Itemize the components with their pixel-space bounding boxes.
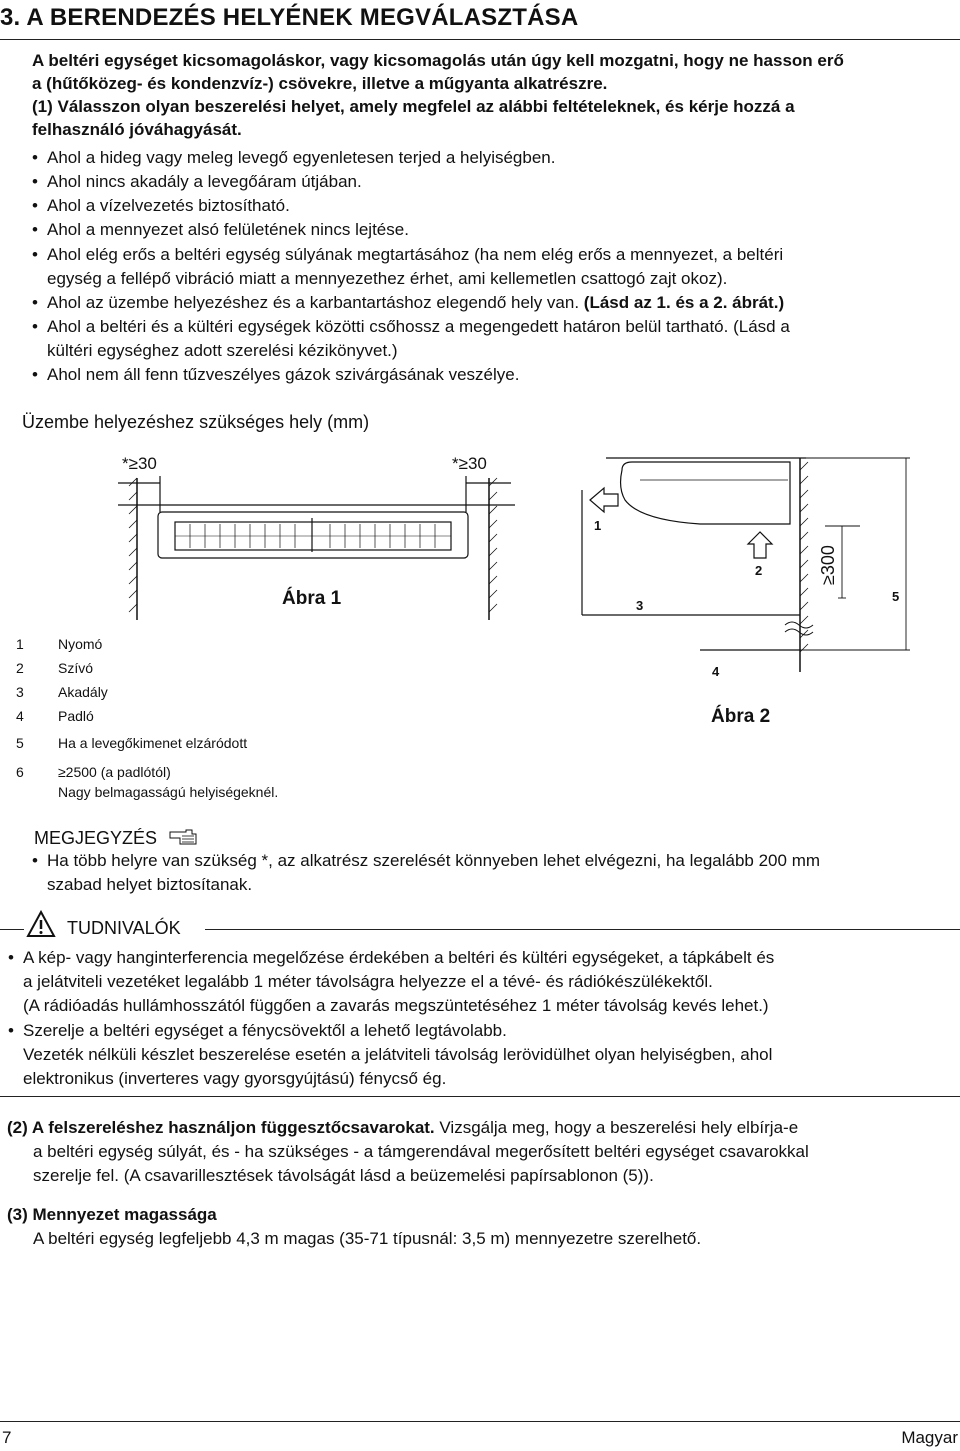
grille-louvers [190, 518, 435, 552]
fig2-label-4: 4 [712, 664, 720, 679]
legend-number: 6 [16, 764, 24, 780]
bullet-icon: • [32, 293, 38, 312]
page-title: 3. A BERENDEZÉS HELYÉNEK MEGVÁLASZTÁSA [0, 4, 579, 31]
page-number: 7 [2, 1428, 12, 1447]
note-heading [34, 826, 192, 849]
legend-text: Nyomó [58, 636, 103, 652]
section-3-text: A beltéri egység legfeljebb 4,3 m magas (35-71 típusnál: 3,5 m) mennyezetre szerelhető. [33, 1229, 702, 1248]
floor-break [785, 622, 813, 628]
section-2-line: szerelje fel. (A csavarillesztések távolságát lásd a beüzemelési papírsablonon (5)). [33, 1166, 654, 1185]
caution-bottom-rule [0, 1096, 960, 1097]
intro-line: A beltéri egységet kicsomagoláskor, vagy kicsomagolás után úgy kell mozgatni, hogy ne hasson erő [32, 51, 844, 70]
legend-number: 2 [16, 660, 24, 676]
pointing-hand-icon [168, 828, 198, 846]
condition-text: kültéri egységhez adott szerelési kézikönyvet.) [47, 341, 398, 360]
footer-language: Magyar [901, 1428, 958, 1447]
caution-text: Vezeték nélküli készlet beszerelése esetén a jelátviteli távolság lerövidülhet olyan helyiségben, ahol [23, 1045, 773, 1064]
fig2-label-5: 5 [892, 589, 900, 604]
fig2-dim-300: ≥300 [818, 545, 838, 585]
footer-rule [0, 1421, 960, 1422]
section-2-heading: (2) A felszereléshez használjon függesztőcsavarokat. [7, 1118, 435, 1137]
intake-arrow-icon [748, 532, 772, 558]
bullet-icon: • [32, 196, 38, 215]
fig2-label-1: 1 [594, 518, 602, 533]
figure-reference: (Lásd az 1. és a 2. ábrát.) [583, 293, 785, 312]
bullet-icon: • [32, 172, 38, 191]
legend-text: Ha a levegőkimenet elzáródott [58, 735, 248, 751]
section-2-text: Vizsgálja meg, hogy a beszerelési hely elbírja-e [434, 1118, 799, 1137]
bullet-icon: • [32, 245, 38, 264]
condition-text-plain: Ahol az üzembe helyezéshez és a karbantartáshoz elegendő hely van. [47, 293, 584, 312]
legend-text: Padló [58, 708, 94, 724]
caution-text: elektronikus (inverteres vagy gyorsgyújtású) fénycső ég. [23, 1069, 447, 1088]
indoor-unit-side [621, 462, 790, 524]
bullet-icon: • [32, 148, 38, 167]
section-2 [7, 1116, 798, 1139]
caution-text: A kép- vagy hanginterferencia megelőzése érdekében a beltéri és kültéri egységeket, a tápkábelt és [23, 948, 775, 967]
caution-rule-right [205, 929, 960, 930]
caution-text: Szerelje a beltéri egységet a fénycsövektől a lehető legtávolabb. [23, 1021, 507, 1040]
legend-number: 1 [16, 636, 24, 652]
caution-text: (A rádióadás hullámhosszától függően a zavarás megszüntetéséhez 1 méter távolság kevés lehet.) [23, 996, 769, 1015]
condition-text: Ahol elég erős a beltéri egység súlyának megtartásához (ha nem elég erős a mennyezet, a beltéri [47, 245, 784, 264]
bullet-icon: • [32, 851, 38, 870]
caution-rule-left [0, 929, 24, 930]
intro-line: (1) Válasszon olyan beszerelési helyet, amely megfelel az alábbi feltételeknek, és kérje hozzá a [32, 97, 795, 116]
figure-2-caption: Ábra 2 [711, 706, 771, 727]
legend-text: Szívó [58, 660, 94, 676]
note-text: szabad helyet biztosítanak. [47, 875, 253, 894]
fig2-label-3: 3 [636, 598, 644, 613]
bullet-icon: • [32, 220, 38, 239]
bullet-icon: • [32, 317, 38, 336]
intro-line: felhasználó jóváhagyását. [32, 120, 242, 139]
legend-number: 3 [16, 684, 24, 700]
condition-text: Ahol a hideg vagy meleg levegő egyenletesen terjed a helyiségben. [47, 148, 556, 167]
legend-text: Nagy belmagasságú helyiségeknél. [58, 784, 279, 800]
legend-text: ≥2500 (a padlótól) [58, 764, 171, 780]
space-heading: Üzembe helyezéshez szükséges hely (mm) [22, 412, 370, 432]
figure-1-caption: Ábra 1 [282, 588, 342, 609]
section-3-heading: (3) Mennyezet magassága [7, 1205, 217, 1224]
note-heading-text: MEGJEGYZÉS [34, 828, 158, 848]
figure-2-drawing [582, 458, 910, 672]
caution-text: a jelátviteli vezetéket legalább 1 méter távolságra helyezze el a tévé- és rádiókészülékektől. [23, 972, 713, 991]
condition-text: Ahol a mennyezet alsó felületének nincs lejtése. [47, 220, 409, 239]
bullet-icon: • [8, 948, 14, 967]
discharge-arrow-icon [590, 488, 618, 512]
fig1-dim-right: *≥30 [452, 454, 487, 473]
intro-line: a (hűtőközeg- és kondenzvíz-) csövekre, illetve a műgyanta alkatrészre. [32, 74, 608, 93]
warning-triangle-icon [26, 910, 56, 938]
condition-text: Ahol a vízelvezetés biztosítható. [47, 196, 290, 215]
section-2-line: a beltéri egység súlyát, és - ha szükséges - a támgerendával megerősített beltéri egységet csavarokkal [33, 1142, 809, 1161]
fig2-label-2: 2 [755, 563, 763, 578]
caution-heading: TUDNIVALÓK [67, 918, 181, 938]
condition-text: egység a fellépő vibráció miatt a mennyezethez érhet, ami kellemetlen csattogó zajt okoz). [47, 269, 728, 288]
condition-text: Ahol a beltéri és a kültéri egységek közötti csőhossz a megengedett határon belül tartható. (Lásd a [47, 317, 790, 336]
legend-text: Akadály [58, 684, 108, 700]
indoor-unit-body [158, 512, 468, 558]
bullet-icon: • [8, 1021, 14, 1040]
legend-number: 4 [16, 708, 24, 724]
note-text: Ha több helyre van szükség *, az alkatrész szerelését könnyeben lehet elvégezni, ha legalább 200 mm [47, 851, 821, 870]
condition-text: Ahol nem áll fenn tűzveszélyes gázok szivárgásának veszélye. [47, 365, 520, 384]
fig1-dim-left: *≥30 [122, 454, 157, 473]
condition-text: Ahol nincs akadály a levegőáram útjában. [47, 172, 362, 191]
bullet-icon: • [32, 365, 38, 384]
legend-number: 5 [16, 735, 24, 751]
